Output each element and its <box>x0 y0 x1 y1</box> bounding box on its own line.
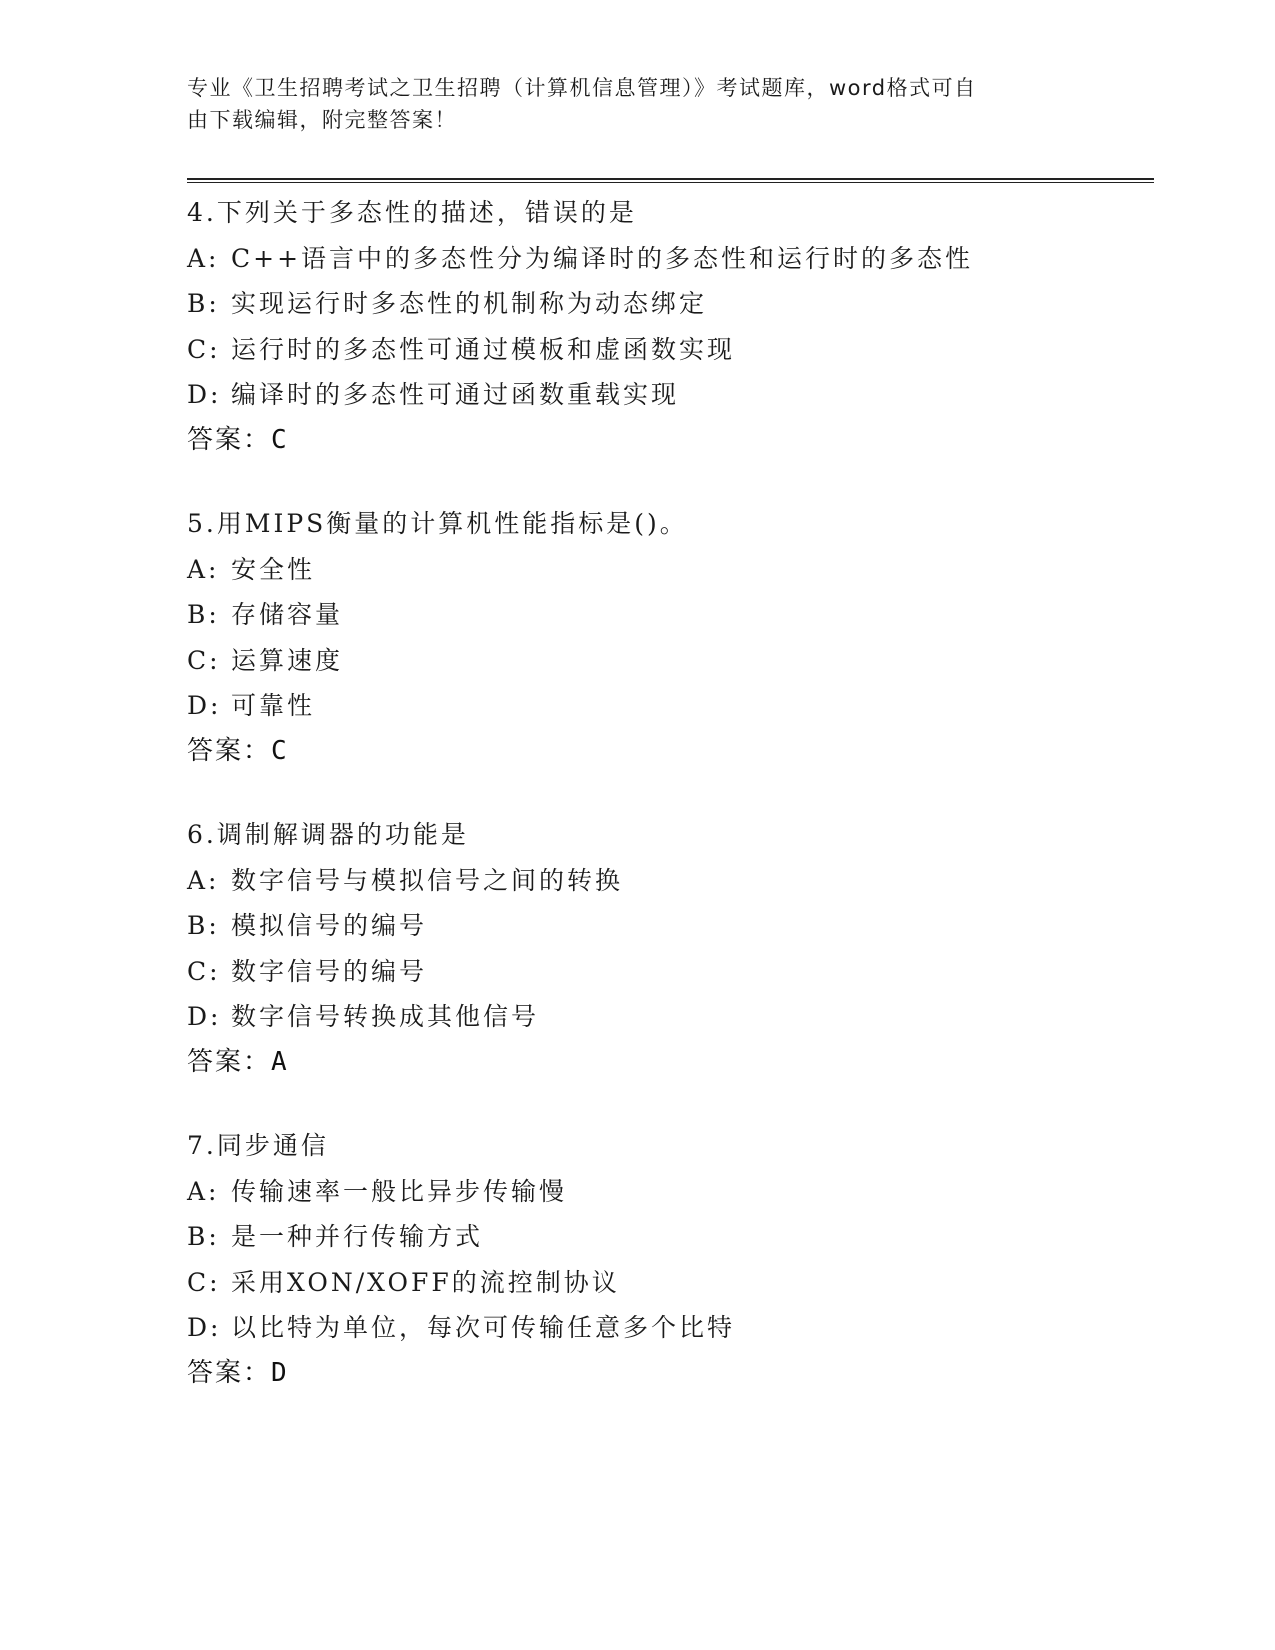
option-d <box>187 1305 1147 1351</box>
option-text: 安全性 <box>231 554 316 584</box>
option-b <box>187 281 1147 327</box>
answer-label: 答案： <box>187 1046 272 1077</box>
question-stem: 5.用MIPS衡量的计算机性能指标是()。 <box>187 509 688 538</box>
option-letter: B: <box>187 600 220 629</box>
option-c <box>187 949 1147 995</box>
option-a <box>187 858 1147 904</box>
option-c <box>187 638 1147 684</box>
option-a <box>187 547 1147 593</box>
option-d <box>187 994 1147 1040</box>
question-list <box>187 190 1147 1434</box>
answer-label: 答案： <box>187 424 272 455</box>
option-text: 数字信号与模拟信号之间的转换 <box>231 865 624 895</box>
answer-value: A <box>271 1046 289 1077</box>
answer-line <box>187 1351 1147 1397</box>
option-text: 数字信号的编号 <box>231 956 428 986</box>
option-text: 编译时的多态性可通过函数重载实现 <box>231 380 680 409</box>
answer-line <box>187 729 1147 775</box>
question-stem: 6.调制解调器的功能是 <box>187 820 469 849</box>
option-letter: C: <box>187 956 221 986</box>
option-letter: D: <box>187 1313 222 1342</box>
option-text: 运算速度 <box>231 645 344 675</box>
option-letter: A: <box>187 865 220 895</box>
option-letter: A: <box>187 554 220 584</box>
answer-value: D <box>271 1357 289 1388</box>
question-5 <box>187 501 1147 774</box>
header-line-2: 由下载编辑，附完整答案！ <box>187 108 457 132</box>
option-b <box>187 592 1147 638</box>
option-d <box>187 683 1147 729</box>
answer-value: C <box>271 735 289 766</box>
option-c <box>187 1260 1147 1306</box>
question-6 <box>187 812 1147 1085</box>
option-b <box>187 903 1147 949</box>
question-stem: 7.同步通信 <box>187 1131 329 1160</box>
option-text: 传输速率一般比异步传输慢 <box>231 1176 568 1206</box>
option-letter: C: <box>187 334 221 364</box>
option-text: C++语言中的多态性分为编译时的多态性和运行时的多态性 <box>231 243 974 273</box>
answer-line <box>187 418 1147 464</box>
answer-line <box>187 1040 1147 1086</box>
option-text: 采用XON/XOFF的流控制协议 <box>231 1267 620 1297</box>
option-letter: D: <box>187 380 222 409</box>
answer-label: 答案： <box>187 735 272 766</box>
question-stem: 4.下列关于多态性的描述，错误的是 <box>187 198 637 227</box>
option-d <box>187 372 1147 418</box>
answer-value: C <box>271 424 289 455</box>
option-c <box>187 327 1147 373</box>
option-letter: D: <box>187 691 222 720</box>
option-text: 运行时的多态性可通过模板和虚函数实现 <box>231 334 736 364</box>
option-letter: D: <box>187 1002 222 1031</box>
header-line-1: 专业《卫生招聘考试之卫生招聘（计算机信息管理）》考试题库，word格式可自 <box>187 76 977 100</box>
answer-label: 答案： <box>187 1357 272 1388</box>
option-a <box>187 1169 1147 1215</box>
option-letter: A: <box>187 1176 220 1206</box>
option-letter: B: <box>187 289 220 318</box>
document-header <box>187 72 1067 136</box>
option-b <box>187 1214 1147 1260</box>
question-7 <box>187 1123 1147 1396</box>
option-letter: B: <box>187 1222 220 1251</box>
option-a <box>187 236 1147 282</box>
option-text: 以比特为单位，每次可传输任意多个比特 <box>231 1313 736 1342</box>
option-letter: C: <box>187 645 221 675</box>
option-text: 是一种并行传输方式 <box>231 1222 484 1251</box>
option-letter: C: <box>187 1267 221 1297</box>
option-text: 数字信号转换成其他信号 <box>231 1002 540 1031</box>
option-letter: B: <box>187 911 220 940</box>
question-4 <box>187 190 1147 463</box>
option-text: 存储容量 <box>231 600 344 629</box>
option-text: 模拟信号的编号 <box>231 911 428 940</box>
option-letter: A: <box>187 243 220 273</box>
option-text: 可靠性 <box>231 691 316 720</box>
header-divider <box>187 178 1154 183</box>
option-text: 实现运行时多态性的机制称为动态绑定 <box>231 289 708 318</box>
